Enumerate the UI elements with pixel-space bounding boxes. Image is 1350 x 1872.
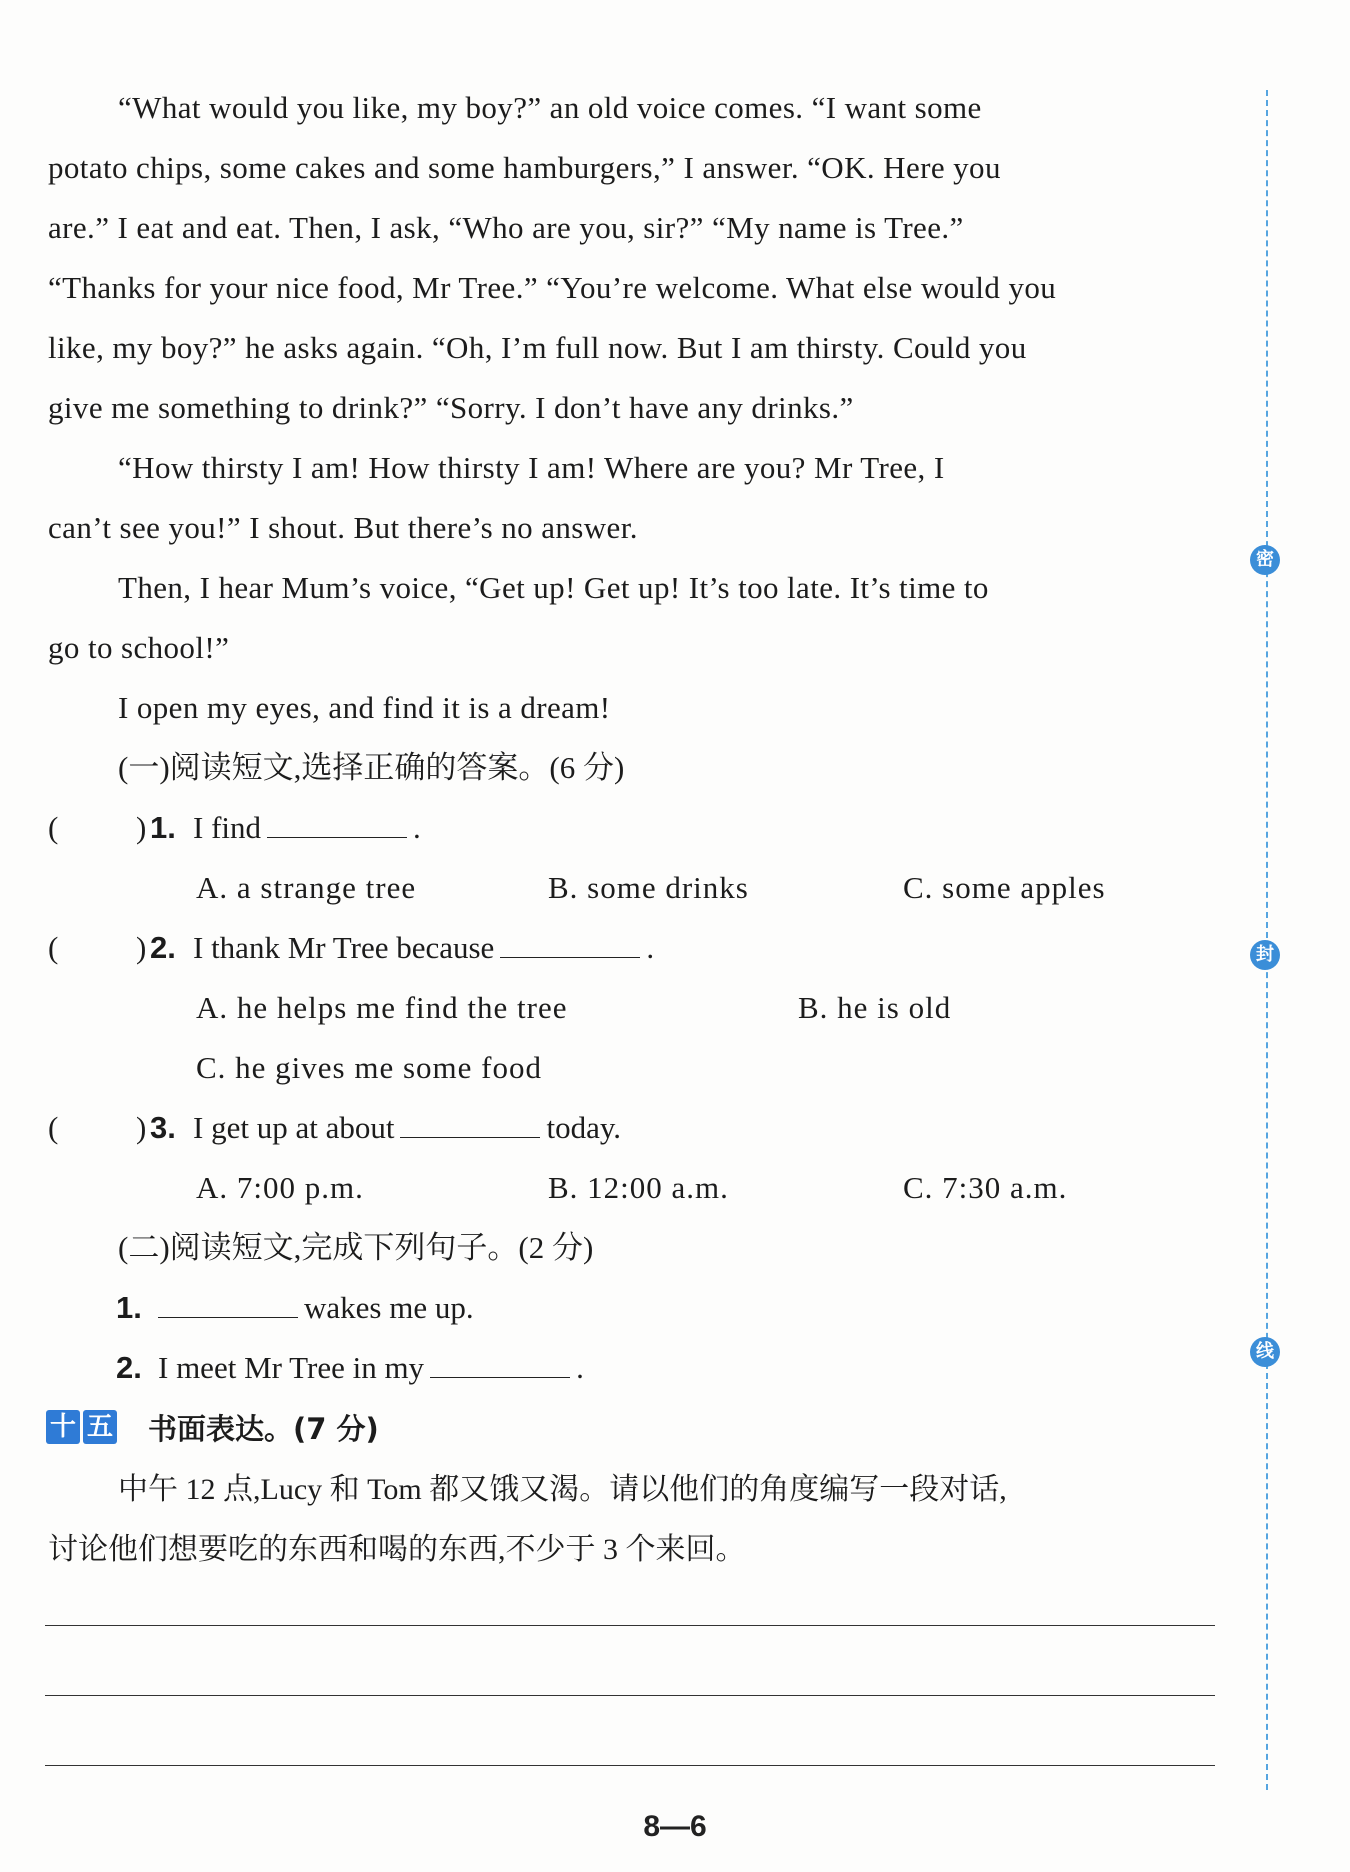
writing-line[interactable]: [45, 1765, 1215, 1766]
section-number-badge: [46, 1410, 117, 1444]
writing-task-line-1: 中午 12 点,Lucy 和 Tom 都又饿又渴。请以他们的角度编写一段对话,: [118, 1473, 1007, 1506]
page-number: 8—6: [643, 1810, 707, 1843]
question-stem: [193, 1098, 621, 1158]
passage-paragraph-2: [48, 438, 1228, 558]
seal-mark-feng: 封: [1250, 940, 1280, 970]
option-a[interactable]: A. he helps me find the tree: [196, 990, 568, 1025]
option-c[interactable]: C. 7:30 a.m.: [903, 1170, 1068, 1205]
fill-after: wakes me up.: [304, 1290, 474, 1325]
writing-line[interactable]: [45, 1625, 1215, 1626]
passage-paragraph-3: [48, 558, 1228, 678]
option-c[interactable]: C. some apples: [903, 870, 1106, 905]
answer-blank[interactable]: [430, 1349, 570, 1378]
stem-after: today.: [546, 1110, 622, 1145]
question-3: [48, 1098, 1228, 1158]
badge-char: 五: [83, 1410, 117, 1444]
option-b[interactable]: B. he is old: [798, 990, 952, 1025]
stem-before: I find: [193, 810, 262, 845]
answer-paren-right: ): [136, 1110, 147, 1145]
passage-line: like, my boy?” he asks again. “Oh, I’m full now. But I am thirsty. Could you: [48, 330, 1027, 365]
answer-blank[interactable]: [158, 1289, 298, 1318]
fill-number: 2.: [116, 1350, 142, 1385]
stem-after: .: [413, 810, 421, 845]
option-b[interactable]: B. 12:00 a.m.: [548, 1170, 729, 1205]
passage-line: give me something to drink?” “Sorry. I don’t have any drinks.”: [48, 390, 854, 425]
option-a[interactable]: A. 7:00 p.m.: [196, 1170, 364, 1205]
stem-after: .: [646, 930, 655, 965]
part2-heading: (二)阅读短文,完成下列句子。(2 分): [118, 1230, 594, 1265]
question-3-options: [48, 1158, 1228, 1218]
fill-number: 1.: [116, 1290, 142, 1325]
question-stem: [193, 798, 421, 858]
answer-blank[interactable]: [400, 1109, 540, 1138]
part1-heading: (一)阅读短文,选择正确的答案。(6 分): [118, 750, 625, 785]
writing-task-line-2: 讨论他们想要吃的东西和喝的东西,不少于 3 个来回。: [48, 1533, 746, 1566]
answer-blank[interactable]: [267, 809, 407, 838]
fill-sentence: [158, 1278, 474, 1338]
option-a[interactable]: A. a strange tree: [196, 870, 417, 905]
passage-line: potato chips, some cakes and some hamburgers,” I answer. “OK. Here you: [48, 150, 1001, 185]
question-stem: [193, 918, 654, 978]
question-number: 3.: [150, 1110, 176, 1145]
seal-mark-xian: 线: [1250, 1337, 1280, 1367]
passage-line: “How thirsty I am! How thirsty I am! Where are you? Mr Tree, I: [118, 450, 945, 485]
passage-line: can’t see you!” I shout. But there’s no answer.: [48, 510, 638, 545]
passage-line: are.” I eat and eat. Then, I ask, “Who are you, sir?” “My name is Tree.”: [48, 210, 964, 245]
answer-paren-left[interactable]: (: [48, 930, 59, 965]
answer-paren-right: ): [136, 930, 147, 965]
option-b[interactable]: B. some drinks: [548, 870, 749, 905]
section-15-header: [48, 1398, 1228, 1460]
fill-after: .: [576, 1350, 584, 1385]
fill-item-1: [48, 1278, 1228, 1338]
answer-paren-left[interactable]: (: [48, 810, 59, 845]
question-2: [48, 918, 1228, 978]
question-2-options-row2: [48, 1038, 1228, 1098]
fill-before: I meet Mr Tree in my: [158, 1350, 425, 1385]
content-area: [48, 78, 1228, 1580]
passage-line: “Thanks for your nice food, Mr Tree.” “You’re welcome. What else would you: [48, 270, 1057, 305]
badge-char: 十: [46, 1410, 80, 1444]
passage-paragraph-4: I open my eyes, and find it is a dream!: [118, 690, 611, 725]
question-number: 1.: [150, 810, 176, 845]
answer-paren-right: ): [136, 810, 147, 845]
option-c[interactable]: C. he gives me some food: [196, 1050, 543, 1085]
stem-before: I thank Mr Tree because: [193, 930, 495, 965]
section-title: 书面表达。(7 分): [148, 1412, 379, 1446]
writing-line[interactable]: [45, 1695, 1215, 1696]
fill-item-2: [48, 1338, 1228, 1398]
question-1-options: [48, 858, 1228, 918]
passage-line: Then, I hear Mum’s voice, “Get up! Get up! It’s too late. It’s time to: [118, 570, 989, 605]
question-2-options: [48, 978, 1228, 1038]
seal-mark-mi: 密: [1250, 545, 1280, 575]
answer-blank[interactable]: [500, 929, 640, 958]
passage-line: “What would you like, my boy?” an old voice comes. “I want some: [118, 90, 982, 125]
question-number: 2.: [150, 930, 176, 965]
question-1: [48, 798, 1228, 858]
stem-before: I get up at about: [193, 1110, 395, 1145]
answer-paren-left[interactable]: (: [48, 1110, 59, 1145]
passage-paragraph-1: [48, 78, 1228, 438]
passage-line: go to school!”: [48, 630, 230, 665]
fill-sentence: [158, 1338, 584, 1398]
